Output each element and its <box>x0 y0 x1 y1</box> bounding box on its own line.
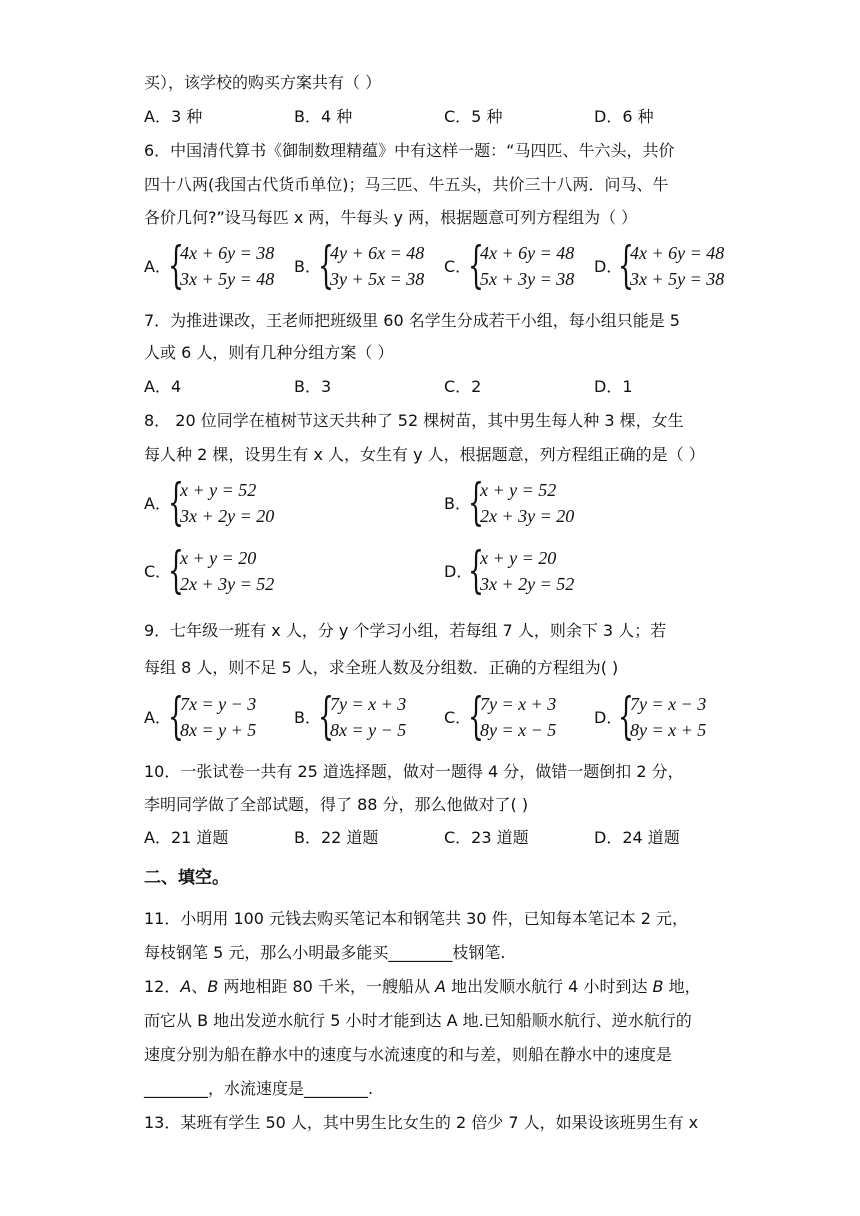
option-letter: D． <box>594 708 623 727</box>
q10-line-1: 10．一张试卷一共有 25 道选择题，做对一题得 4 分，做错一题倒扣 2 分， <box>144 762 684 781</box>
brace-symbol: { <box>168 687 184 745</box>
q10-option-b: B．22 道题 <box>294 828 379 847</box>
equation-1: 4y + 6x = 48 <box>330 243 425 263</box>
q9-line-2: 每组 8 人，则不足 5 人，求全班人数及分组数．正确的方程组为( ) <box>144 658 619 677</box>
brace-symbol: { <box>618 687 634 745</box>
brace-symbol: { <box>618 236 634 294</box>
option-letter: A． <box>144 257 171 276</box>
q8-option-b <box>444 473 644 531</box>
equation-1: 4x + 6y = 48 <box>630 243 725 263</box>
q5-option-c: C．5 种 <box>444 107 503 126</box>
q11-line-2: 每枝钢笔 5 元，那么小明最多能买________枝钢笔. <box>144 943 506 962</box>
q12-line-1 <box>144 976 701 998</box>
option-letter: C． <box>444 257 472 276</box>
option-letter: A． <box>144 708 171 727</box>
equation-2: 2x + 3y = 52 <box>180 574 275 594</box>
q10-line-2: 李明同学做了全部试题，得了 88 分，那么他做对了( ) <box>144 795 529 814</box>
brace-symbol: { <box>468 473 484 531</box>
option-letter: B． <box>444 494 471 513</box>
equation-2: 8y = x + 5 <box>630 720 707 740</box>
brace-symbol: { <box>168 473 184 531</box>
option-letter: B． <box>294 257 321 276</box>
equation-2: 8x = y + 5 <box>180 720 257 740</box>
option-letter: C． <box>144 562 172 581</box>
brace-symbol: { <box>168 236 184 294</box>
q6-line-1: 6．中国清代算书《御制数理精蕴》中有这样一题：“马四匹、牛六头，共价 <box>144 141 675 160</box>
q7-line-2: 人或 6 人，则有几种分组方案（ ） <box>144 343 394 362</box>
q8-line-2: 每人种 2 棵，设男生有 x 人，女生有 y 人，根据题意，列方程组正确的是（ ） <box>144 445 705 464</box>
equation-1: x + y = 20 <box>480 548 557 568</box>
q12-line-4: ________，水流速度是________. <box>144 1079 374 1098</box>
equation-2: 8y = x − 5 <box>480 720 557 740</box>
section-heading: 二、填空。 <box>144 868 229 888</box>
brace-symbol: { <box>168 541 184 599</box>
q6-option-a <box>144 236 294 294</box>
q9-option-b <box>294 687 444 745</box>
option-letter: C． <box>444 708 472 727</box>
q7-option-d: D．1 <box>594 377 633 396</box>
q12-line-2: 而它从 B 地出发逆水航行 5 小时才能到达 A 地.已知船顺水航行、逆水航行的 <box>144 1011 692 1030</box>
equation-1: x + y = 20 <box>180 548 257 568</box>
q12-text: 地出发顺水航行 4 小时到达 <box>446 977 653 996</box>
equation-2: 8x = y − 5 <box>330 720 407 740</box>
brace-symbol: { <box>468 687 484 745</box>
q10-option-d: D．24 道题 <box>594 828 680 847</box>
equation-2: 3y + 5x = 38 <box>330 269 425 289</box>
q12-line-3: 速度分别为船在静水中的速度与水流速度的和与差，则船在静水中的速度是 <box>144 1045 673 1064</box>
q8-option-c <box>144 541 344 599</box>
q12-text: 两地相距 80 千米，一艘船从 <box>218 977 436 996</box>
q8-option-a <box>144 473 344 531</box>
q7-option-b: B．3 <box>294 377 332 396</box>
equation-1: 7y = x − 3 <box>630 694 707 714</box>
q10-option-a: A．21 道题 <box>144 828 229 847</box>
equation-1: 4x + 6y = 48 <box>480 243 575 263</box>
equation-2: 3x + 5y = 38 <box>630 269 725 289</box>
q9-option-c <box>444 687 594 745</box>
equation-2: 3x + 2y = 20 <box>180 506 275 526</box>
q6-option-b <box>294 236 444 294</box>
equation-2: 3x + 2y = 52 <box>480 574 575 594</box>
equation-1: 7y = x + 3 <box>480 694 557 714</box>
equation-1: 7x = y − 3 <box>180 694 257 714</box>
q12-text: 、 <box>191 977 208 996</box>
q8-option-d <box>444 541 644 599</box>
q12-point-a: A <box>180 977 192 996</box>
q7-option-a: A．4 <box>144 377 182 396</box>
equation-2: 3x + 5y = 48 <box>180 269 275 289</box>
equation-2: 2x + 3y = 20 <box>480 506 575 526</box>
q6-option-c <box>444 236 594 294</box>
brace-symbol: { <box>318 687 334 745</box>
equation-1: x + y = 52 <box>180 480 257 500</box>
q9-line-1: 9．七年级一班有 x 人，分 y 个学习小组，若每组 7 人，则余下 3 人；若 <box>144 621 667 640</box>
option-letter: D． <box>444 562 473 581</box>
q5-option-d: D．6 种 <box>594 107 654 126</box>
q5-option-b: B．4 种 <box>294 107 353 126</box>
option-letter: B． <box>294 708 321 727</box>
q7-option-c: C．2 <box>444 377 482 396</box>
q8-line-1: 8． 20 位同学在植树节这天共种了 52 棵树苗，其中男生每人种 3 棵，女生 <box>144 411 684 430</box>
option-letter: A． <box>144 494 171 513</box>
equation-2: 5x + 3y = 38 <box>480 269 575 289</box>
q5-option-a: A．3 种 <box>144 107 203 126</box>
q10-option-c: C．23 道题 <box>444 828 529 847</box>
q6-option-d <box>594 236 744 294</box>
q12-point-a: A <box>435 977 446 996</box>
brace-symbol: { <box>468 236 484 294</box>
q12-text: 地， <box>663 977 701 996</box>
equation-1: 7y = x + 3 <box>330 694 407 714</box>
q9-option-d <box>594 687 744 745</box>
option-letter: D． <box>594 257 623 276</box>
brace-symbol: { <box>468 541 484 599</box>
equation-1: x + y = 52 <box>480 480 557 500</box>
q13-line-1: 13．某班有学生 50 人，其中男生比女生的 2 倍少 7 人，如果设该班男生有 x <box>144 1113 699 1132</box>
q6-line-3: 各价几何?”设马每匹 x 两，牛每头 y 两，根据题意可列方程组为（ ） <box>144 208 638 227</box>
q5-tail: 买），该学校的购买方案共有（ ） <box>144 73 382 92</box>
q6-line-2: 四十八两(我国古代货币单位)；马三匹、牛五头，共价三十八两．问马、牛 <box>144 175 669 194</box>
q11-line-1: 11．小明用 100 元钱去购买笔记本和钢笔共 30 件，已知每本笔记本 2 元， <box>144 909 688 928</box>
q12-point-b: B <box>207 977 219 996</box>
q7-line-1: 7．为推进课改，王老师把班级里 60 名学生分成若干小组，每小组只能是 5 <box>144 311 680 330</box>
q12-point-b: B <box>652 977 664 996</box>
equation-1: 4x + 6y = 38 <box>180 243 275 263</box>
q12-text: 12． <box>144 977 181 996</box>
q9-option-a <box>144 687 294 745</box>
brace-symbol: { <box>318 236 334 294</box>
